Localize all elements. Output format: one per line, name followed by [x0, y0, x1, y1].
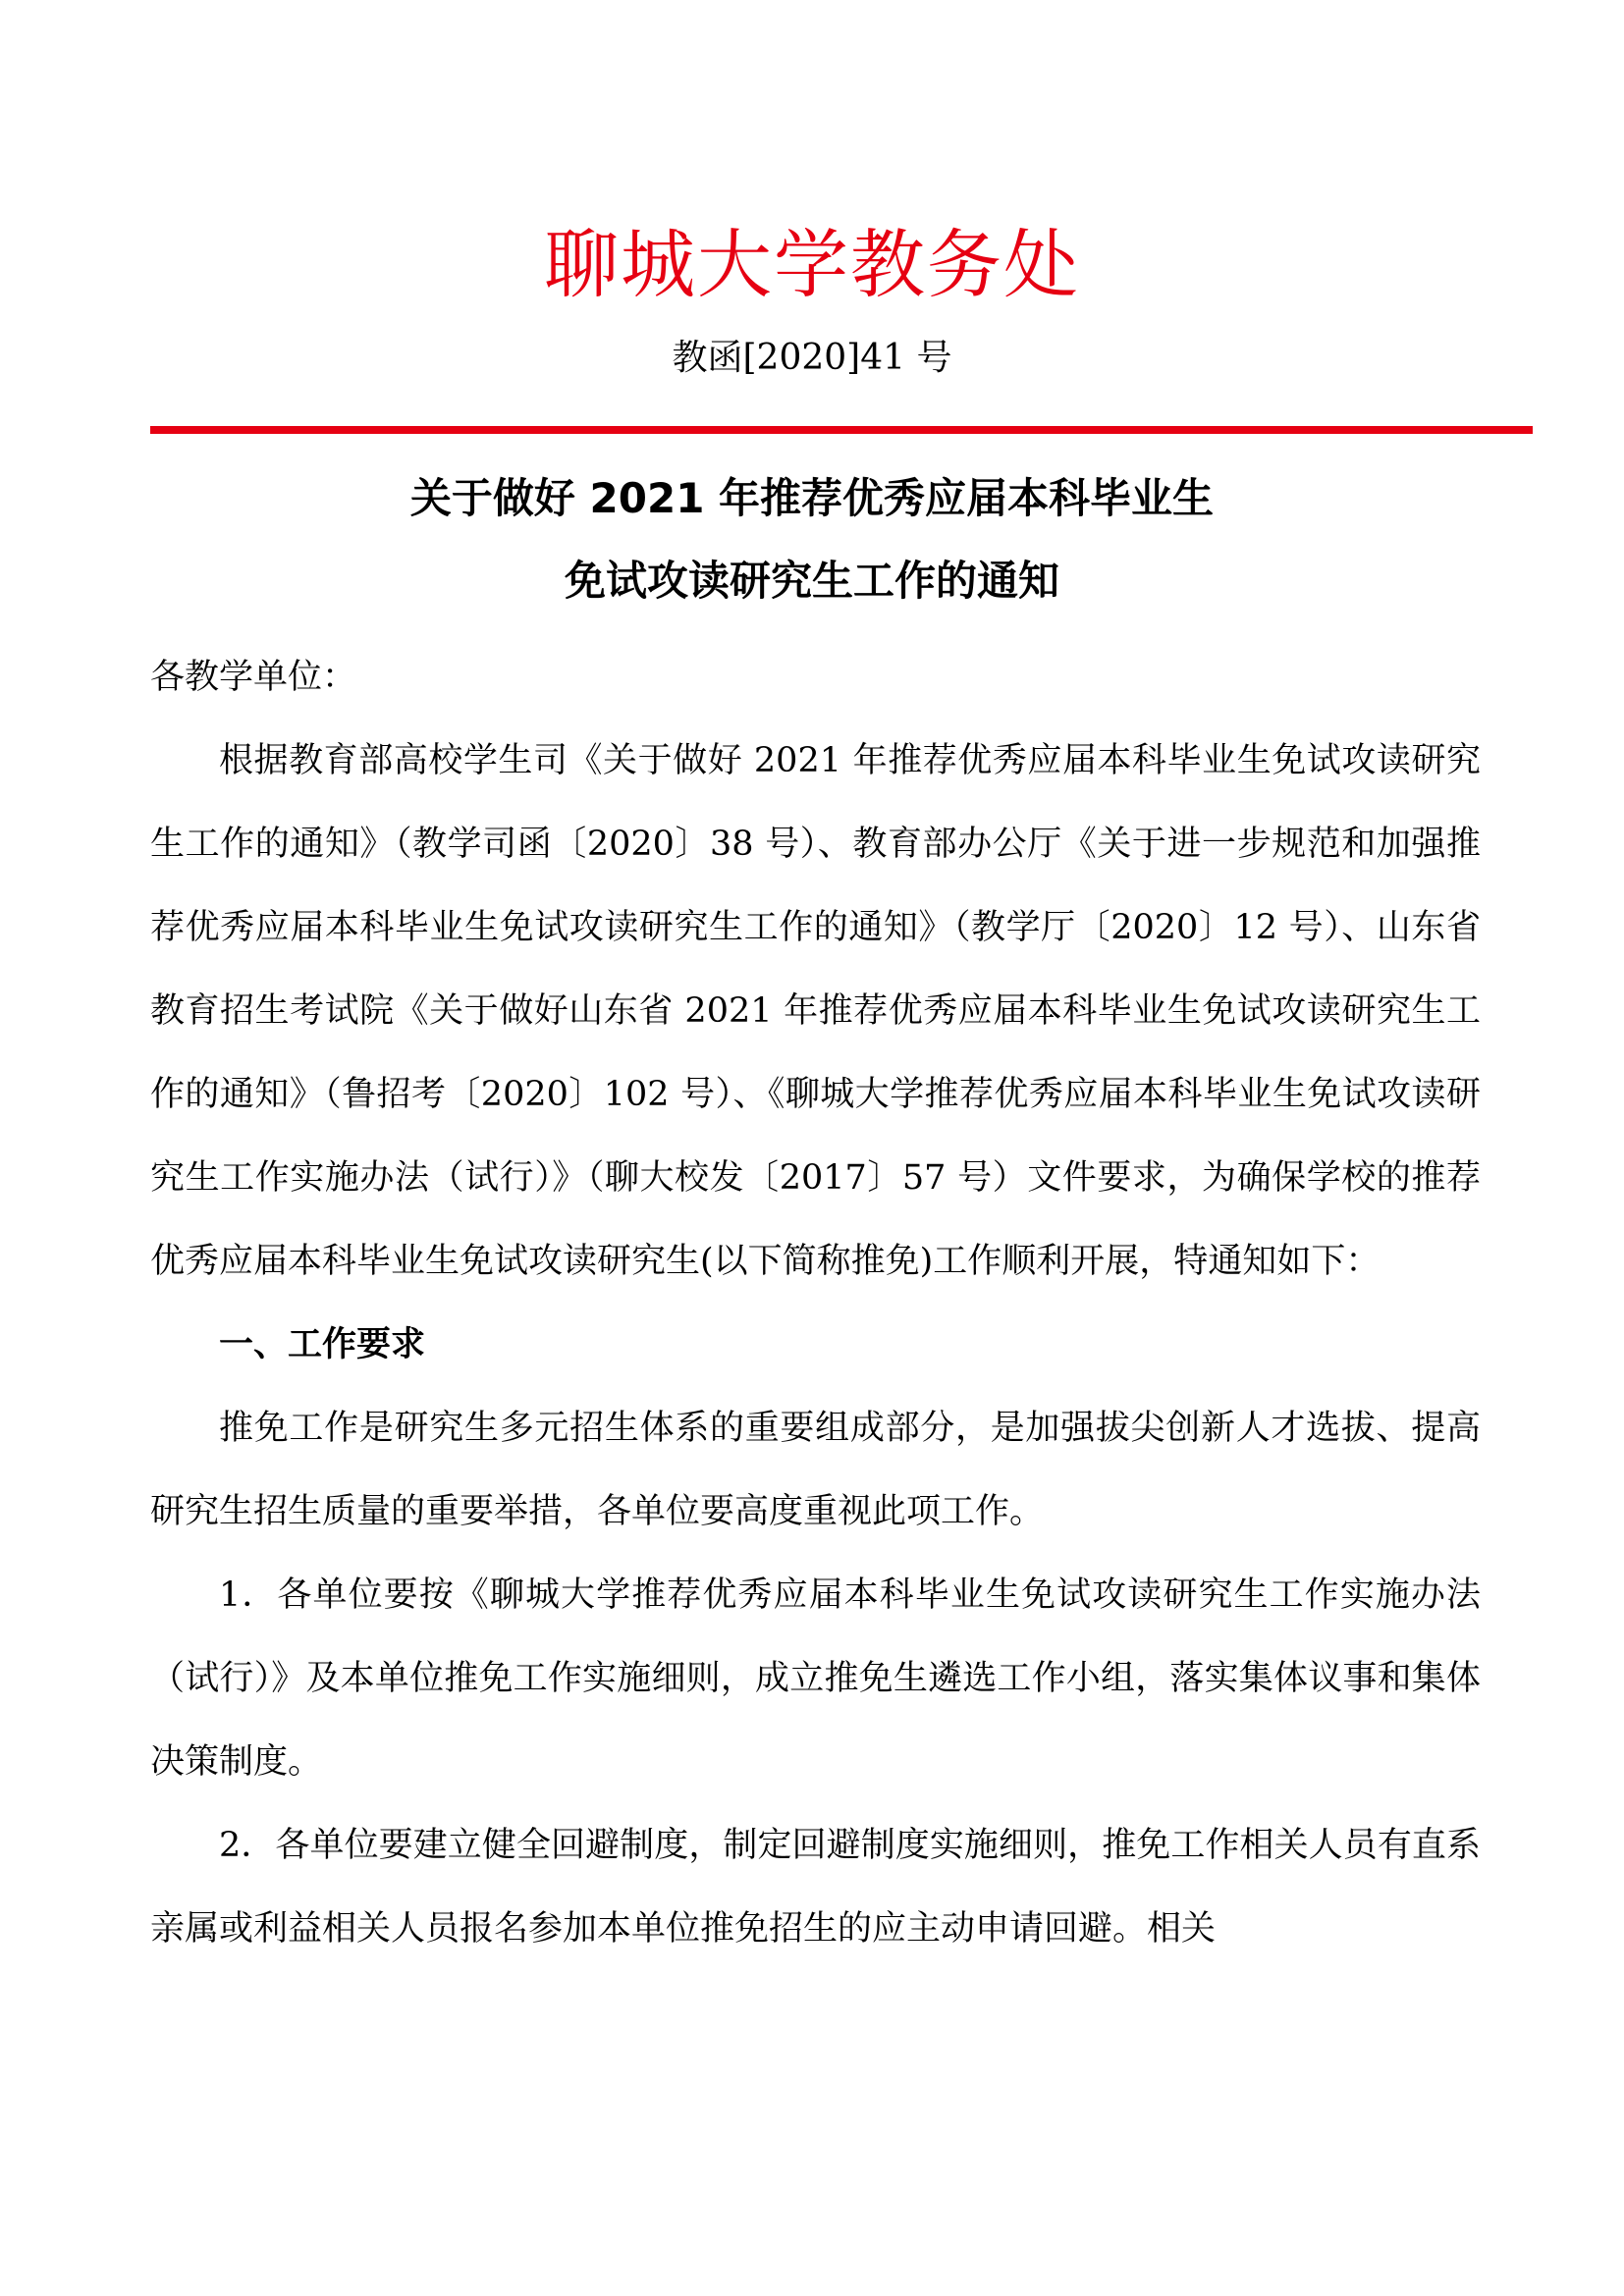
notice-title-line-1: 关于做好 2021 年推荐优秀应届本科毕业生	[409, 474, 1215, 522]
document-number: 教函[2020]41 号	[672, 338, 952, 378]
salutation: 各教学单位：	[150, 658, 357, 697]
list-item-1: 1．各单位要按《聊城大学推荐优秀应届本科毕业生免试攻读研究生工作实施办法（试行）》及本单位推免工作实施细则，成立推免生遴选工作小组，落实集体议事和集体决策制度。	[150, 1575, 1481, 1782]
section-1-paragraph: 推免工作是研究生多元招生体系的重要组成部分，是加强拔尖创新人才选拔、提高研究生招生质量的重要举措，各单位要高度重视此项工作。	[150, 1409, 1481, 1531]
org-title: 聊城大学教务处	[544, 221, 1080, 308]
intro-paragraph: 根据教育部高校学生司《关于做好 2021 年推荐优秀应届本科毕业生免试攻读研究生工作的通知》（教学司函〔2020〕38 号）、教育部办公厅《关于进一步规范和加强推荐优秀应届本科毕业生免试攻读研究生工作的通知》（教学厅〔2020〕12 号）、山东省教育招生考试院《关于做好山东省 2021 年推荐优秀应届本科毕业生免试攻读研究生工作的通知》（鲁招考〔2020〕102 号）、《聊城大学推荐优秀应届本科毕业生免试攻读研究生工作实施办法（试行）》（聊大校发〔2017〕57 号）文件要求，为确保学校的推荐优秀应届本科毕业生免试攻读研究生(以下简称推免)工作顺利开展，特通知如下：	[150, 741, 1481, 1281]
notice-title-line-2: 免试攻读研究生工作的通知	[564, 557, 1059, 605]
section-heading-1: 一、工作要求	[219, 1325, 426, 1364]
document-body	[150, 636, 1481, 1971]
red-divider-line	[150, 426, 1533, 434]
list-item-2: 2．各单位要建立健全回避制度，制定回避制度实施细则，推免工作相关人员有直系亲属或利益相关人员报名参加本单位推免招生的应主动申请回避。相关	[150, 1826, 1481, 1949]
